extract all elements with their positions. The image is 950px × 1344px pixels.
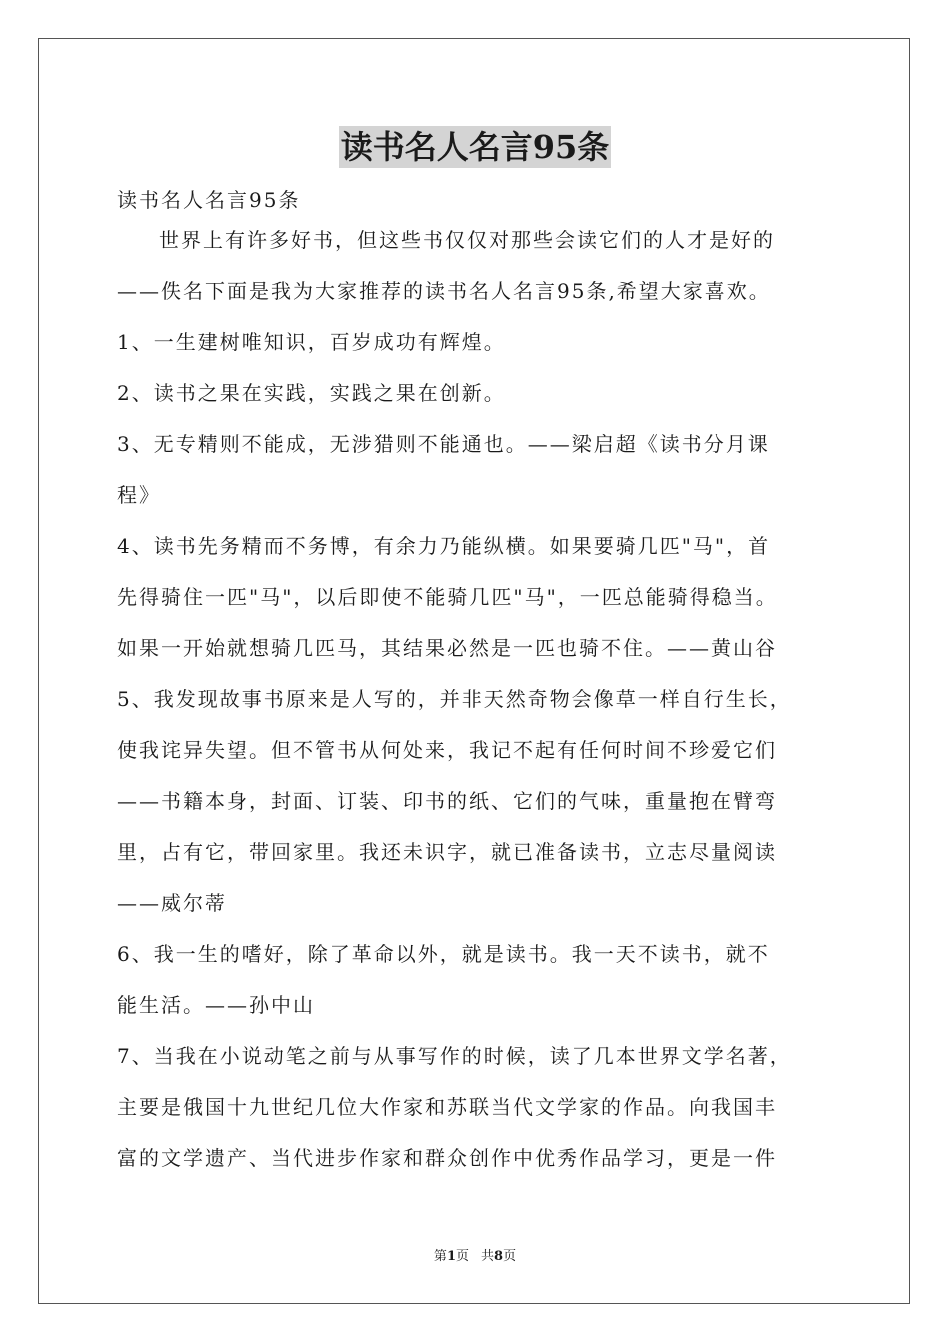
document-title: 读书名人名言95条 [340, 128, 610, 166]
total-page-number: 8 [494, 1249, 504, 1264]
quote-line: 富的文学遗产、当代进步作家和群众创作中优秀作品学习，更是一件 [117, 1146, 777, 1170]
paragraph-line: 世界上有许多好书，但这些书仅仅对那些会读它们的人才是好的 [159, 228, 775, 252]
quote-line: ——书籍本身，封面、订装、印书的纸、它们的气味，重量抱在臂弯 [117, 789, 777, 813]
quote-line: 主要是俄国十九世纪几位大作家和苏联当代文学家的作品。向我国丰 [117, 1095, 777, 1119]
quote-line: 2、读书之果在实践，实践之果在创新。 [117, 381, 506, 405]
quote-line: 使我诧异失望。但不管书从何处来，我记不起有任何时间不珍爱它们 [117, 738, 777, 762]
quote-line: 能生活。——孙中山 [117, 993, 315, 1017]
quote-line: 1、一生建树唯知识，百岁成功有辉煌。 [117, 330, 506, 354]
page-prefix: 第 [433, 1249, 447, 1264]
quote-line: 3、无专精则不能成，无涉猎则不能通也。——梁启超《读书分月课 [117, 432, 770, 456]
quote-line: 7、当我在小说动笔之前与从事写作的时候，读了几本世界文学名著， [117, 1044, 792, 1068]
paragraph-line: ——佚名下面是我为大家推荐的读书名人名言95条,希望大家喜欢。 [117, 279, 771, 303]
total-suffix: 页 [503, 1249, 517, 1264]
quote-line: 5、我发现故事书原来是人写的，并非天然奇物会像草一样自行生长， [117, 687, 792, 711]
quote-line: 里，占有它，带回家里。我还未识字，就已准备读书，立志尽量阅读 [117, 840, 777, 864]
page-footer [0, 1245, 950, 1264]
quote-line: 如果一开始就想骑几匹马，其结果必然是一匹也骑不住。——黄山谷 [117, 636, 777, 660]
quote-line: 先得骑住一匹"马"，以后即使不能骑几匹"马"，一匹总能骑得稳当。 [117, 585, 778, 609]
page-suffix: 页 [455, 1249, 469, 1264]
quote-line: 6、我一生的嗜好，除了革命以外，就是读书。我一天不读书，就不 [117, 942, 770, 966]
quote-line: ——威尔蒂 [117, 891, 227, 915]
subtitle-line: 读书名人名言95条 [117, 188, 301, 212]
total-prefix: 共 [481, 1249, 495, 1264]
current-page-number: 1 [446, 1249, 456, 1264]
title-container [0, 126, 950, 168]
quote-line: 程》 [117, 483, 161, 507]
quote-line: 4、读书先务精而不务博，有余力乃能纵横。如果要骑几匹"马"，首 [117, 534, 771, 558]
document-body [117, 180, 833, 1189]
